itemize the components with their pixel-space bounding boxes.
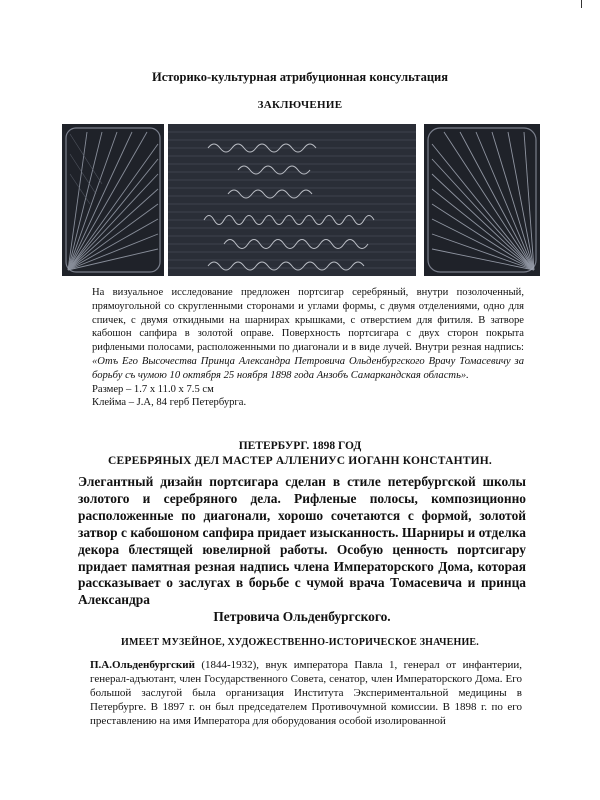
size-line: Размер – 1.7 х 11.0 х 7.5 см xyxy=(92,383,214,395)
left-lid-photo xyxy=(62,124,164,276)
biography-paragraph xyxy=(90,659,522,729)
diagonal-ribbing-image xyxy=(62,124,164,276)
assessment-paragraph xyxy=(78,474,526,626)
inscription-quote: «Отъ Его Высочества Принца Александра Петровича Ольденбургского Врачу Томасевичу за борьбу съ чумою 10 октября 25 ноября 1898 года Анзобъ Самаркандская область». xyxy=(92,355,524,381)
description-paragraph xyxy=(92,286,524,410)
marks-line: Клейма – J.A, 84 герб Петербурга. xyxy=(92,397,247,409)
document-subtitle: ЗАКЛЮЧЕНИЕ xyxy=(257,99,343,111)
assessment-last-line: Петровича Ольденбургского. xyxy=(213,609,391,625)
master-heading: СЕРЕБРЯНЫХ ДЕЛ МАСТЕР АЛЛЕНИУС ИОГАНН КОНСТАНТИН. xyxy=(108,455,492,467)
biography-text: (1844-1932), внук императора Павла 1, генерал от инфантерии, генерал-адъютант, член Государственного Совета, сенатор, член Императорского Дома. Его большой заслугой была организация Института Экспериментальной медицины в Петербурге. В 1897 г. он был председателем Противочумной комиссии. В 1898 г. по его преставлению на имя Императора для оборудования особой изолированной xyxy=(90,659,522,727)
document-title: Историко-культурная атрибуционная консультация xyxy=(152,70,448,84)
photo-strip xyxy=(62,124,540,276)
engraved-inscription-image xyxy=(168,124,416,276)
biography-name: П.А.Ольденбургский xyxy=(90,659,195,671)
assessment-text: Элегантный дизайн портсигара сделан в стиле петербургской школы золотого и серебряного дела. Рифленые полосы, композиционно расположенные по диагонали, хорошо сочетаются с формой, золотой затвор с кабошоном сапфира придает изысканность. Шарниры и отделка декора блестящей ювелирной работы. Особую ценность портсигару придает памятная резная надпись члена Императорского Дома, которая рассказывает о заслугах в борьбе с чумой врача Томасевича и принца Александра xyxy=(78,474,526,608)
description-text: На визуальное исследование предложен портсигар серебряный, внутри позолоченный, прямоугольной со скругленными сторонами и углами формы, с двумя отделениями, одно для спичек, с двумя откидными на шарнирах крышками, с отверстием для фитиля. В затворе кабошон сапфира в золотой оправе. Поверхность портсигара с двух сторон покрыта рифлеными полосами, расположенными по диагонали и в виде лучей. Внутри резная надпись: xyxy=(92,287,524,354)
right-lid-photo xyxy=(424,124,540,276)
value-statement: ИМЕЕТ МУЗЕЙНОЕ, ХУДОЖЕСТВЕННО-ИСТОРИЧЕСКОЕ ЗНАЧЕНИЕ. xyxy=(120,637,480,648)
radial-ribbing-image xyxy=(424,124,540,276)
place-date-heading: ПЕТЕРБУРГ. 1898 ГОД xyxy=(238,440,362,452)
margin-mark xyxy=(581,0,582,8)
inscription-photo xyxy=(168,124,416,276)
